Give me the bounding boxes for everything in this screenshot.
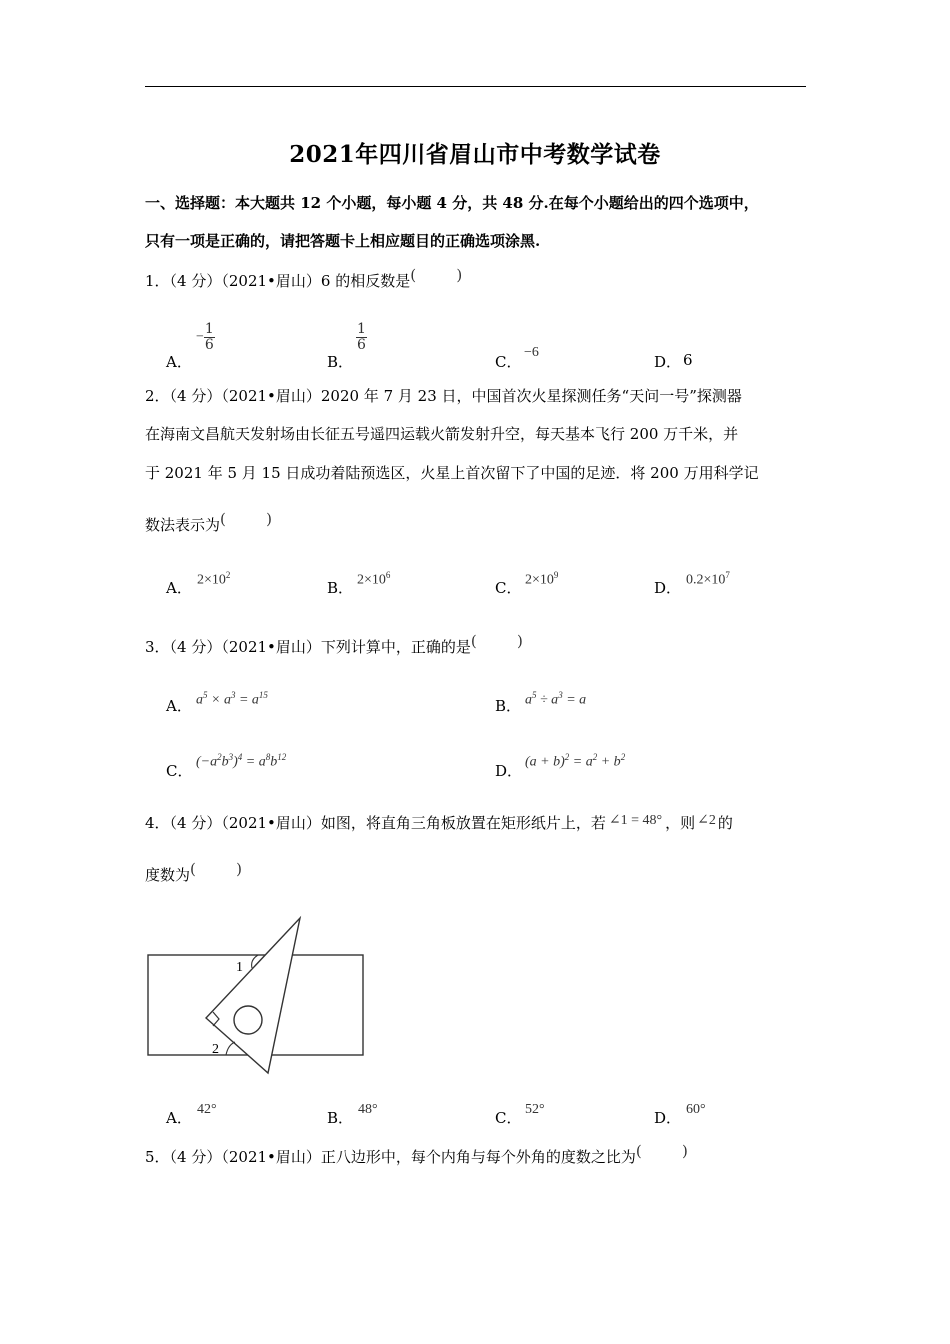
question-2-line2: 在海南文昌航天发射场由长征五号遥四运载火箭发射升空，每天基本飞行 200 万千米，并 [145,425,739,443]
q1-option-a-value: − $\frac{1}{6}$ [196,321,214,353]
q3-option-d-label: D． [495,762,523,780]
q3-option-c-label: C． [166,762,193,780]
q2-option-d-value: $0.2\times 10^7$ [686,570,730,588]
q4-option-d-label: D． [654,1109,682,1127]
q4-option-d-value: 60° [686,1102,706,1117]
q4-option-a-label: A． [166,1109,192,1127]
q4-option-b-value: 48° [358,1102,378,1117]
q1-option-c-value: −6 [524,345,539,360]
answer-blank: ( ) [190,860,243,878]
q1-option-b-label: B． [327,353,354,371]
question-5: 5．（4 分）（2021•眉山）正八边形中，每个内角与每个外角的度数之比为( ) [145,1142,688,1166]
q2-option-a-value: $2\times 10^2$ [197,570,231,588]
angle-2-label: 2 [212,1042,219,1057]
section-heading-line1: 一、选择题：本大题共 12 个小题，每小题 4 分，共 48 分.在每个小题给出的四个选项中， [145,194,759,212]
question-2-line1: 2．（4 分）（2021•眉山）2020 年 7 月 23 日，中国首次火星探测任务“天问一号”探测器 [145,387,742,405]
angle-2-arc [226,1042,235,1055]
question-2-line4: 数法表示为( ) [145,510,273,534]
q4-option-a-value: 42° [197,1102,217,1117]
q1-option-c-label: C． [495,353,522,371]
q3-option-c-value: $(-a^2b^3)^4 = a^8b^{12}$ [196,752,287,770]
q2-option-c-label: C． [495,579,522,597]
question-4-line1: 4．（4 分）（2021•眉山）如图，将直角三角板放置在矩形纸片上，若 ∠1 = 48° ，则 ∠2 的 [145,813,733,832]
right-triangle-ruler [206,918,300,1073]
question-2-line3: 于 2021 年 5 月 15 日成功着陆预选区，火星上首次留下了中国的足迹．将 200 万用科学记 [145,464,759,482]
answer-blank: ( ) [470,632,523,650]
q2-option-b-value: $2\times 10^6$ [357,570,391,588]
q2-option-b-label: B． [327,579,354,597]
answer-blank: ( ) [220,510,273,528]
q4-option-b-label: B． [327,1109,354,1127]
question-1 [145,266,463,291]
q4-option-c-value: 52° [525,1102,545,1117]
q1-option-a-label: A． [166,353,192,371]
q4-condition: ∠1 = 48° [608,813,663,828]
question-1-text: 1．（4 分）（2021•眉山）6 的相反数是 [145,272,411,290]
header-rule [145,86,806,87]
q4-figure [140,910,380,1085]
q2-option-d-label: D． [654,579,682,597]
section-heading-line2: 只有一项是正确的，请把答题卡上相应题目的正确选项涂黑. [145,232,541,250]
answer-blank: ( ) [410,266,463,284]
q3-option-d-value: $(a + b)^2 = a^2 + b^2$ [525,752,626,770]
q1-option-d-label: D． [654,353,682,371]
q3-option-b-label: B． [495,697,522,715]
angle-1-label: 1 [236,960,243,975]
answer-blank: ( ) [635,1142,688,1160]
q3-option-a-label: A． [166,697,192,715]
question-4-line2: 度数为( ) [145,860,243,884]
q2-option-c-value: $2\times 10^9$ [525,570,559,588]
q4-option-c-label: C． [495,1109,522,1127]
q2-option-a-label: A． [166,579,192,597]
question-3: 3．（4 分）（2021•眉山）下列计算中，正确的是( ) [145,632,523,656]
page-title: 2021年四川省眉山市中考数学试卷 [289,141,661,168]
q3-option-b-value: $a^5 \div a^3 = a$ [525,690,587,708]
q1-option-d-value: 6 [683,351,693,369]
q1-option-b-value: $\frac{1}{6}$ [357,321,366,353]
q3-option-a-value: $a^5 \times a^3 = a^{15}$ [196,690,268,708]
